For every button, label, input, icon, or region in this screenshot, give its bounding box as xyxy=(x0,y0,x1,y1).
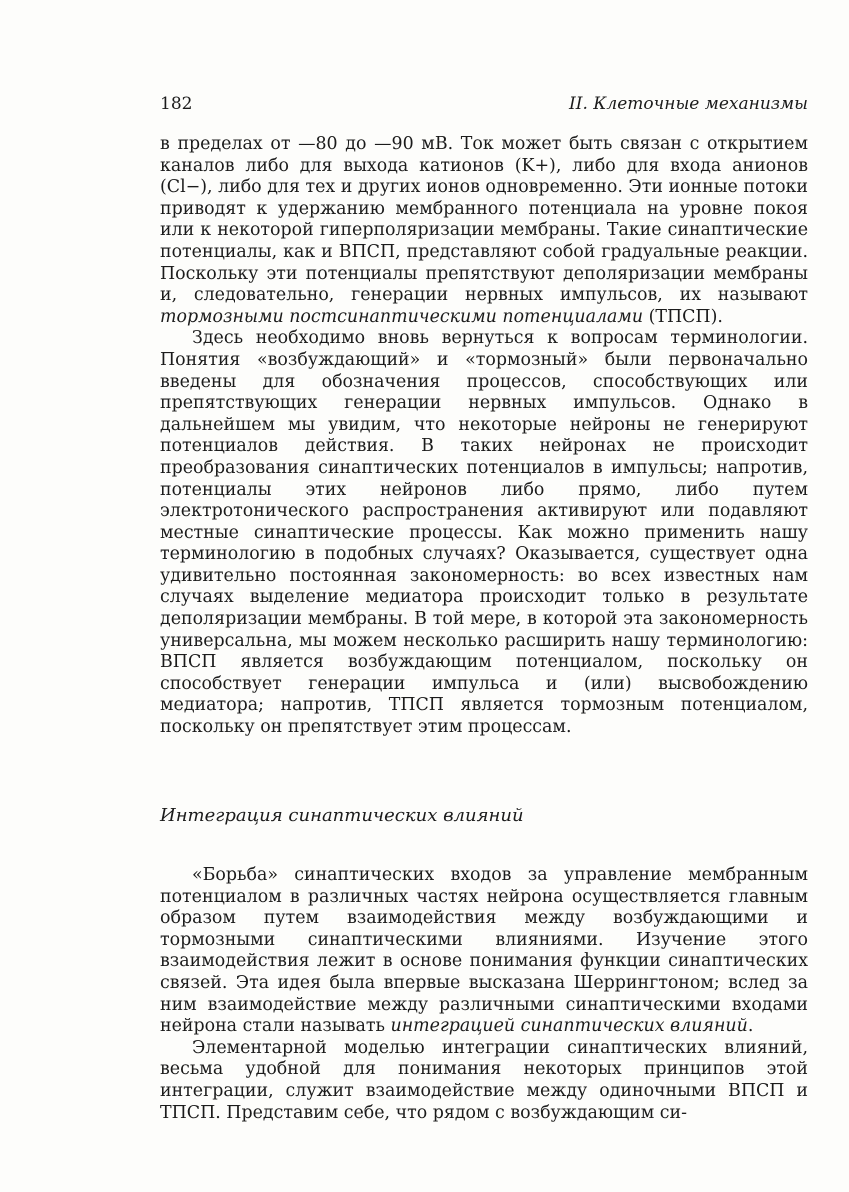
main-text-lower xyxy=(160,865,808,1124)
paragraph-1-text-b: (ТПСП). xyxy=(643,306,723,327)
running-header xyxy=(160,92,808,116)
paragraph-3 xyxy=(160,865,808,1038)
paragraph-3-text-a: «Борьба» синаптических входов за управление мембранным потенциалом в различных частях нейрона осуществляется главным образом путем взаимодействия между возбуждающими и тормозными синаптическими влияниями. Изучение этого взаимодействия лежит в основе понимания функции синаптических связей. Эта идея была впервые высказана Шеррингтоном; вслед за ним взаимодействие между различными синаптическими входами нейрона стали называть xyxy=(160,865,808,1037)
term-tpsp: тормозными постсинаптическими потенциалами xyxy=(160,306,644,327)
term-integration: интеграцией синаптических влияний xyxy=(390,1016,748,1037)
paragraph-4: Элементарной моделью интеграции синаптических влияний, весьма удобной для понимания некоторых принципов этой интеграции, служит взаимодействие между одиночными ВПСП и ТПСП. Представим себе, что рядом с возбуждающим си- xyxy=(160,1037,808,1123)
paragraph-1 xyxy=(160,134,808,328)
paragraph-2: Здесь необходимо вновь вернуться к вопросам терминологии. Понятия «возбуждающий» и «тормозный» были первоначально введены для обозначения процессов, способствующих или препятствующих генерации нервных импульсов. Однако в дальнейшем мы увидим, что некоторые нейроны не генерируют потенциалов действия. В таких нейронах не происходит преобразования синаптических потенциалов в импульсы; напротив, потенциалы этих нейронов либо прямо, либо путем электротонического распространения активируют или подавляют местные синаптические процессы. Как можно применить нашу терминологию в подобных случаях? Оказывается, существует одна удивительно постоянная закономерность: во всех известных нам случаях выделение медиатора происходит только в результате деполяризации мембраны. В той мере, в которой эта закономерность универсальна, мы можем несколько расширить нашу терминологию: ВПСП является возбуждающим потенциалом, поскольку он способствует генерации импульса и (или) высвобождению медиатора; напротив, ТПСП является тормозным потенциалом, поскольку он препятствует этим процессам. xyxy=(160,328,808,738)
paragraph-3-text-b: . xyxy=(747,1016,754,1037)
section-subheading: Интеграция синаптических влияний xyxy=(160,805,524,826)
paragraph-1-text-a: в пределах от —80 до —90 мВ. Ток может быть связан с открытием каналов либо для выхода катионов (K+), либо для входа анионов (Cl−), либо для тех и других ионов одновременно. Эти ионные потоки приводят к удержанию мембранного потенциала на уровне покоя или к некоторой гиперполяризации мембраны. Такие синаптические потенциалы, как и ВПСП, представляют собой градуальные реакции. Поскольку эти потенциалы препятствуют деполяризации мембраны и, следовательно, генерации нервных импульсов, их называют xyxy=(160,134,808,306)
main-text-upper xyxy=(160,134,808,739)
running-section-title: II. Клеточные механизмы xyxy=(569,94,808,114)
page-number: 182 xyxy=(160,94,193,114)
